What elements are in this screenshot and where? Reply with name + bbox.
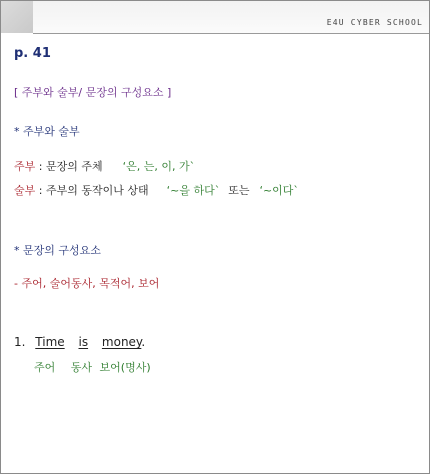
brand-label: E4U CYBER SCHOOL: [326, 18, 423, 27]
subject-definition: [14, 160, 195, 174]
example-word-time: Time: [35, 335, 65, 349]
header-corner-block: [1, 1, 33, 33]
predicate-sep: :: [35, 184, 46, 197]
page-number: p. 41: [14, 46, 51, 61]
predicate-example-1: ‘~을 하다`: [166, 184, 221, 197]
predicate-desc: 주부의 동작이나 상태: [45, 184, 149, 197]
components-heading: * 문장의 구성요소: [14, 244, 101, 257]
role-label-subject: 주어: [34, 361, 56, 374]
predicate-definition: [14, 184, 299, 198]
role-label-verb: 동사: [70, 361, 93, 374]
example-period: .: [141, 335, 146, 349]
example-role-labels: [34, 361, 151, 375]
header-band: [33, 1, 429, 33]
subject-desc: 문장의 주체: [45, 160, 103, 173]
subject-term: 주부: [14, 160, 36, 173]
section-title: [ 주부와 술부/ 문장의 구성요소 ]: [14, 86, 172, 99]
example-word-money: money: [101, 335, 142, 349]
subject-predicate-heading: * 주부와 술부: [14, 125, 80, 138]
subject-examples: ‘은, 는, 이, 가`: [122, 160, 196, 173]
predicate-term: 술부: [14, 184, 36, 197]
example-number: 1.: [14, 335, 26, 349]
components-list: - 주어, 술어동사, 목적어, 보어: [14, 277, 160, 290]
predicate-example-2: ‘~이다`: [259, 184, 299, 197]
header-bar: [1, 1, 429, 33]
example-sentence: [14, 335, 145, 349]
role-label-complement: 보어(명사): [99, 361, 151, 374]
subject-sep: :: [35, 160, 46, 173]
predicate-or: 또는: [228, 184, 250, 197]
example-word-is: is: [78, 335, 89, 349]
header-divider: [33, 33, 429, 34]
